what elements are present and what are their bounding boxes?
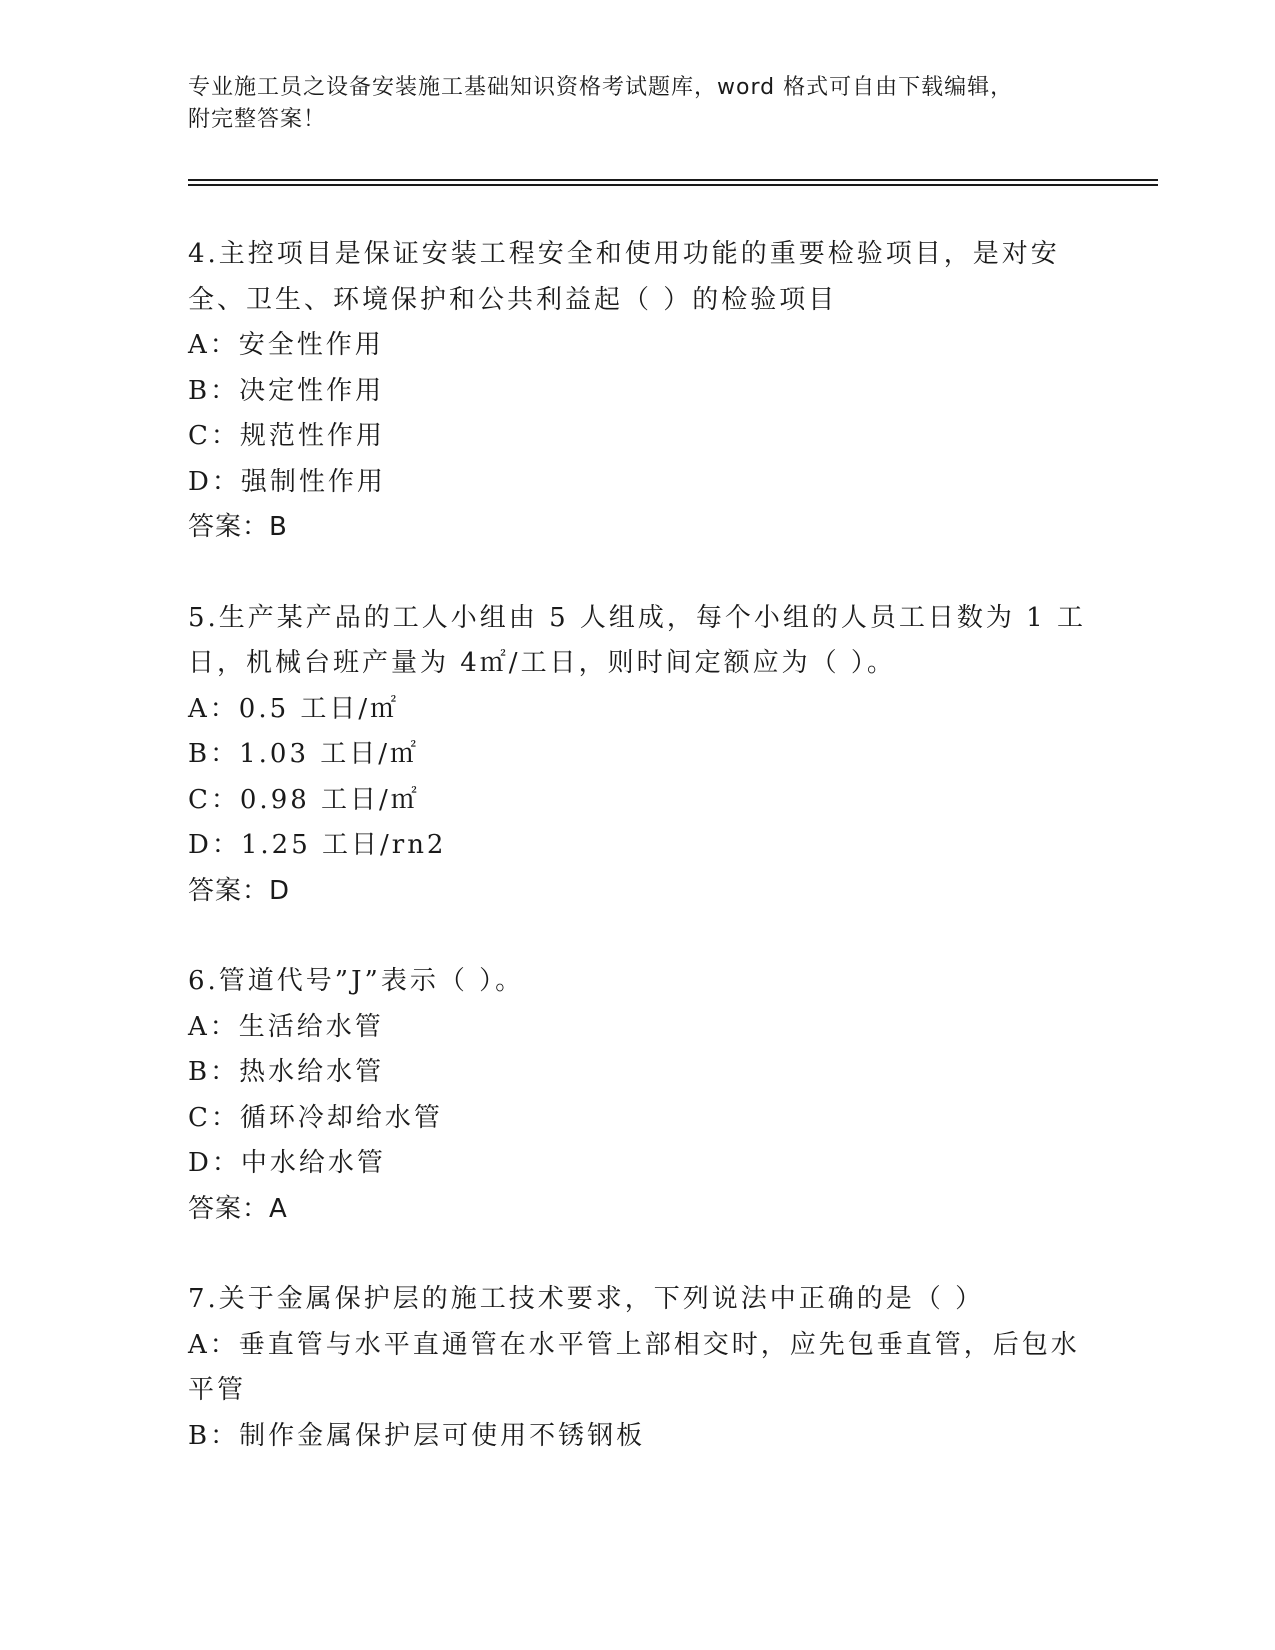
- option-a: A：0.5 工日/㎡: [188, 693, 400, 724]
- answer-label: 答案：D: [188, 875, 291, 906]
- question-stem: 全、卫生、环境保护和公共利益起（ ）的检验项目: [188, 284, 838, 315]
- question-stem: 4.主控项目是保证安装工程安全和使用功能的重要检验项目，是对安: [188, 239, 1060, 269]
- option-c: C：0.98 工日/㎡: [188, 784, 420, 815]
- option-d: D：强制性作用: [188, 466, 386, 497]
- option-c: C：规范性作用: [188, 421, 385, 451]
- option-d: D：1.25 工日/rn2: [188, 830, 447, 860]
- question-4: [188, 232, 1088, 551]
- option-b: B：制作金属保护层可使用不锈钢板: [188, 1420, 646, 1451]
- option-a: A：生活给水管: [188, 1011, 384, 1042]
- question-stem: 5.生产某产品的工人小组由 5 人组成，每个小组的人员工日数为 1 工: [188, 602, 1086, 633]
- header-divider-bottom: [188, 184, 1158, 186]
- option-d: D：中水给水管: [188, 1148, 386, 1178]
- option-a: A：垂直管与水平直通管在水平管上部相交时，应先包垂直管，后包水: [188, 1329, 1080, 1360]
- question-stem: 日，机械台班产量为 4㎡/工日，则时间定额应为（ ）。: [188, 648, 896, 678]
- header-line-1: 专业施工员之设备安装施工基础知识资格考试题库，word 格式可自由下载编辑，: [188, 75, 1014, 100]
- option-a-continued: 平管: [188, 1375, 247, 1405]
- question-5: [188, 596, 1088, 915]
- document-header: [188, 72, 1088, 136]
- question-7: [188, 1277, 1088, 1459]
- option-b: B：热水给水管: [188, 1057, 385, 1087]
- question-stem: 7.关于金属保护层的施工技术要求，下列说法中正确的是（ ）: [188, 1284, 985, 1314]
- answer-label: 答案：B: [188, 512, 288, 542]
- question-6: [188, 959, 1088, 1232]
- header-divider-top: [188, 179, 1158, 181]
- answer-label: 答案：A: [188, 1193, 288, 1224]
- option-b: B：决定性作用: [188, 375, 385, 406]
- option-a: A：安全性作用: [188, 330, 384, 360]
- option-b: B：1.03 工日/㎡: [188, 739, 420, 769]
- question-stem: 6.管道代号”J”表示（ ）。: [188, 966, 525, 996]
- option-c: C：循环冷却给水管: [188, 1102, 443, 1133]
- question-list: [188, 232, 1088, 1504]
- header-line-2: 附完整答案！: [188, 107, 327, 132]
